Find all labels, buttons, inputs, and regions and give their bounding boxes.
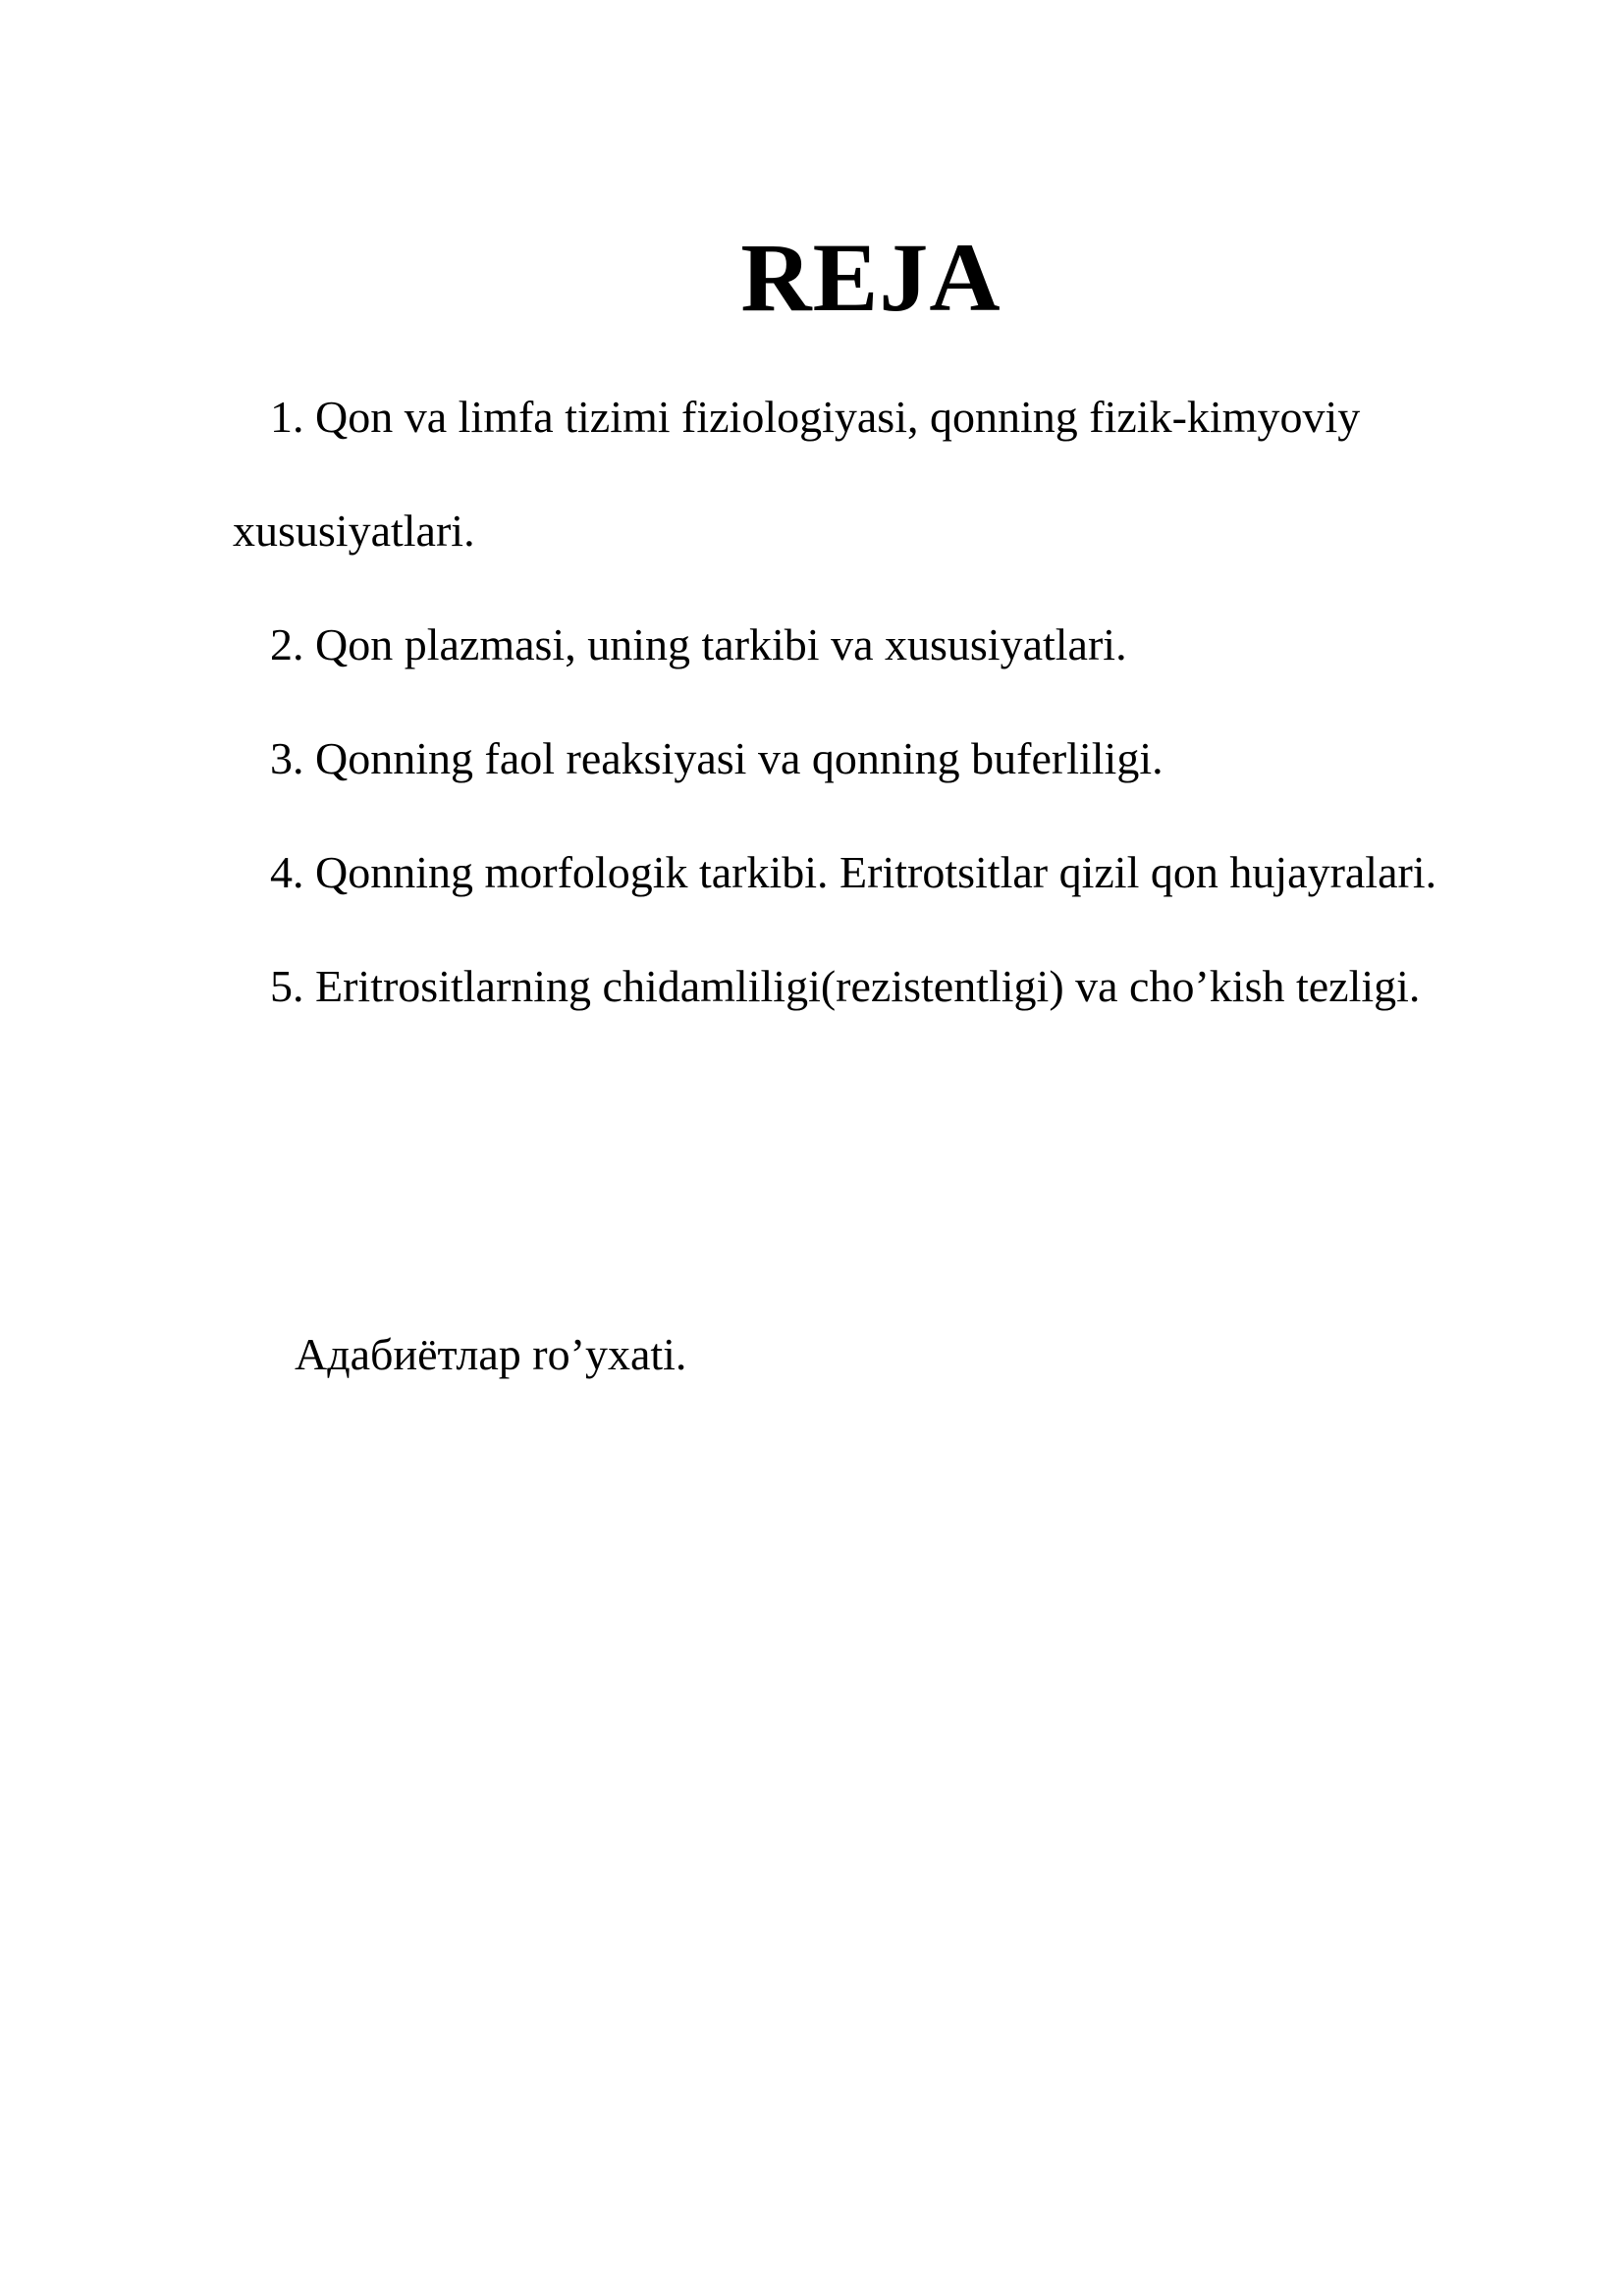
- plan-item-2: 2. Qon plazmasi, uning tarkibi va xususiyatlari.: [270, 619, 1127, 669]
- literature-list-heading: Адабиётлар ro’yxati.: [295, 1329, 687, 1379]
- plan-item-3: 3. Qonning faol reaksiyasi va qonning buferliligi.: [270, 733, 1164, 783]
- plan-list: [233, 360, 1470, 1043]
- page-title: REJA: [740, 223, 1001, 332]
- plan-item-5: 5. Eritrositlarning chidamliligi(rezistentligi) va cho’kish tezligi.: [270, 961, 1421, 1011]
- plan-item-1: 1. Qon va limfa tizimi fiziologiyasi, qonning fizik-kimyoviy xususiyatlari.: [233, 392, 1361, 556]
- plan-item-4: 4. Qonning morfologik tarkibi. Eritrotsitlar qizil qon hujayralari.: [270, 847, 1437, 897]
